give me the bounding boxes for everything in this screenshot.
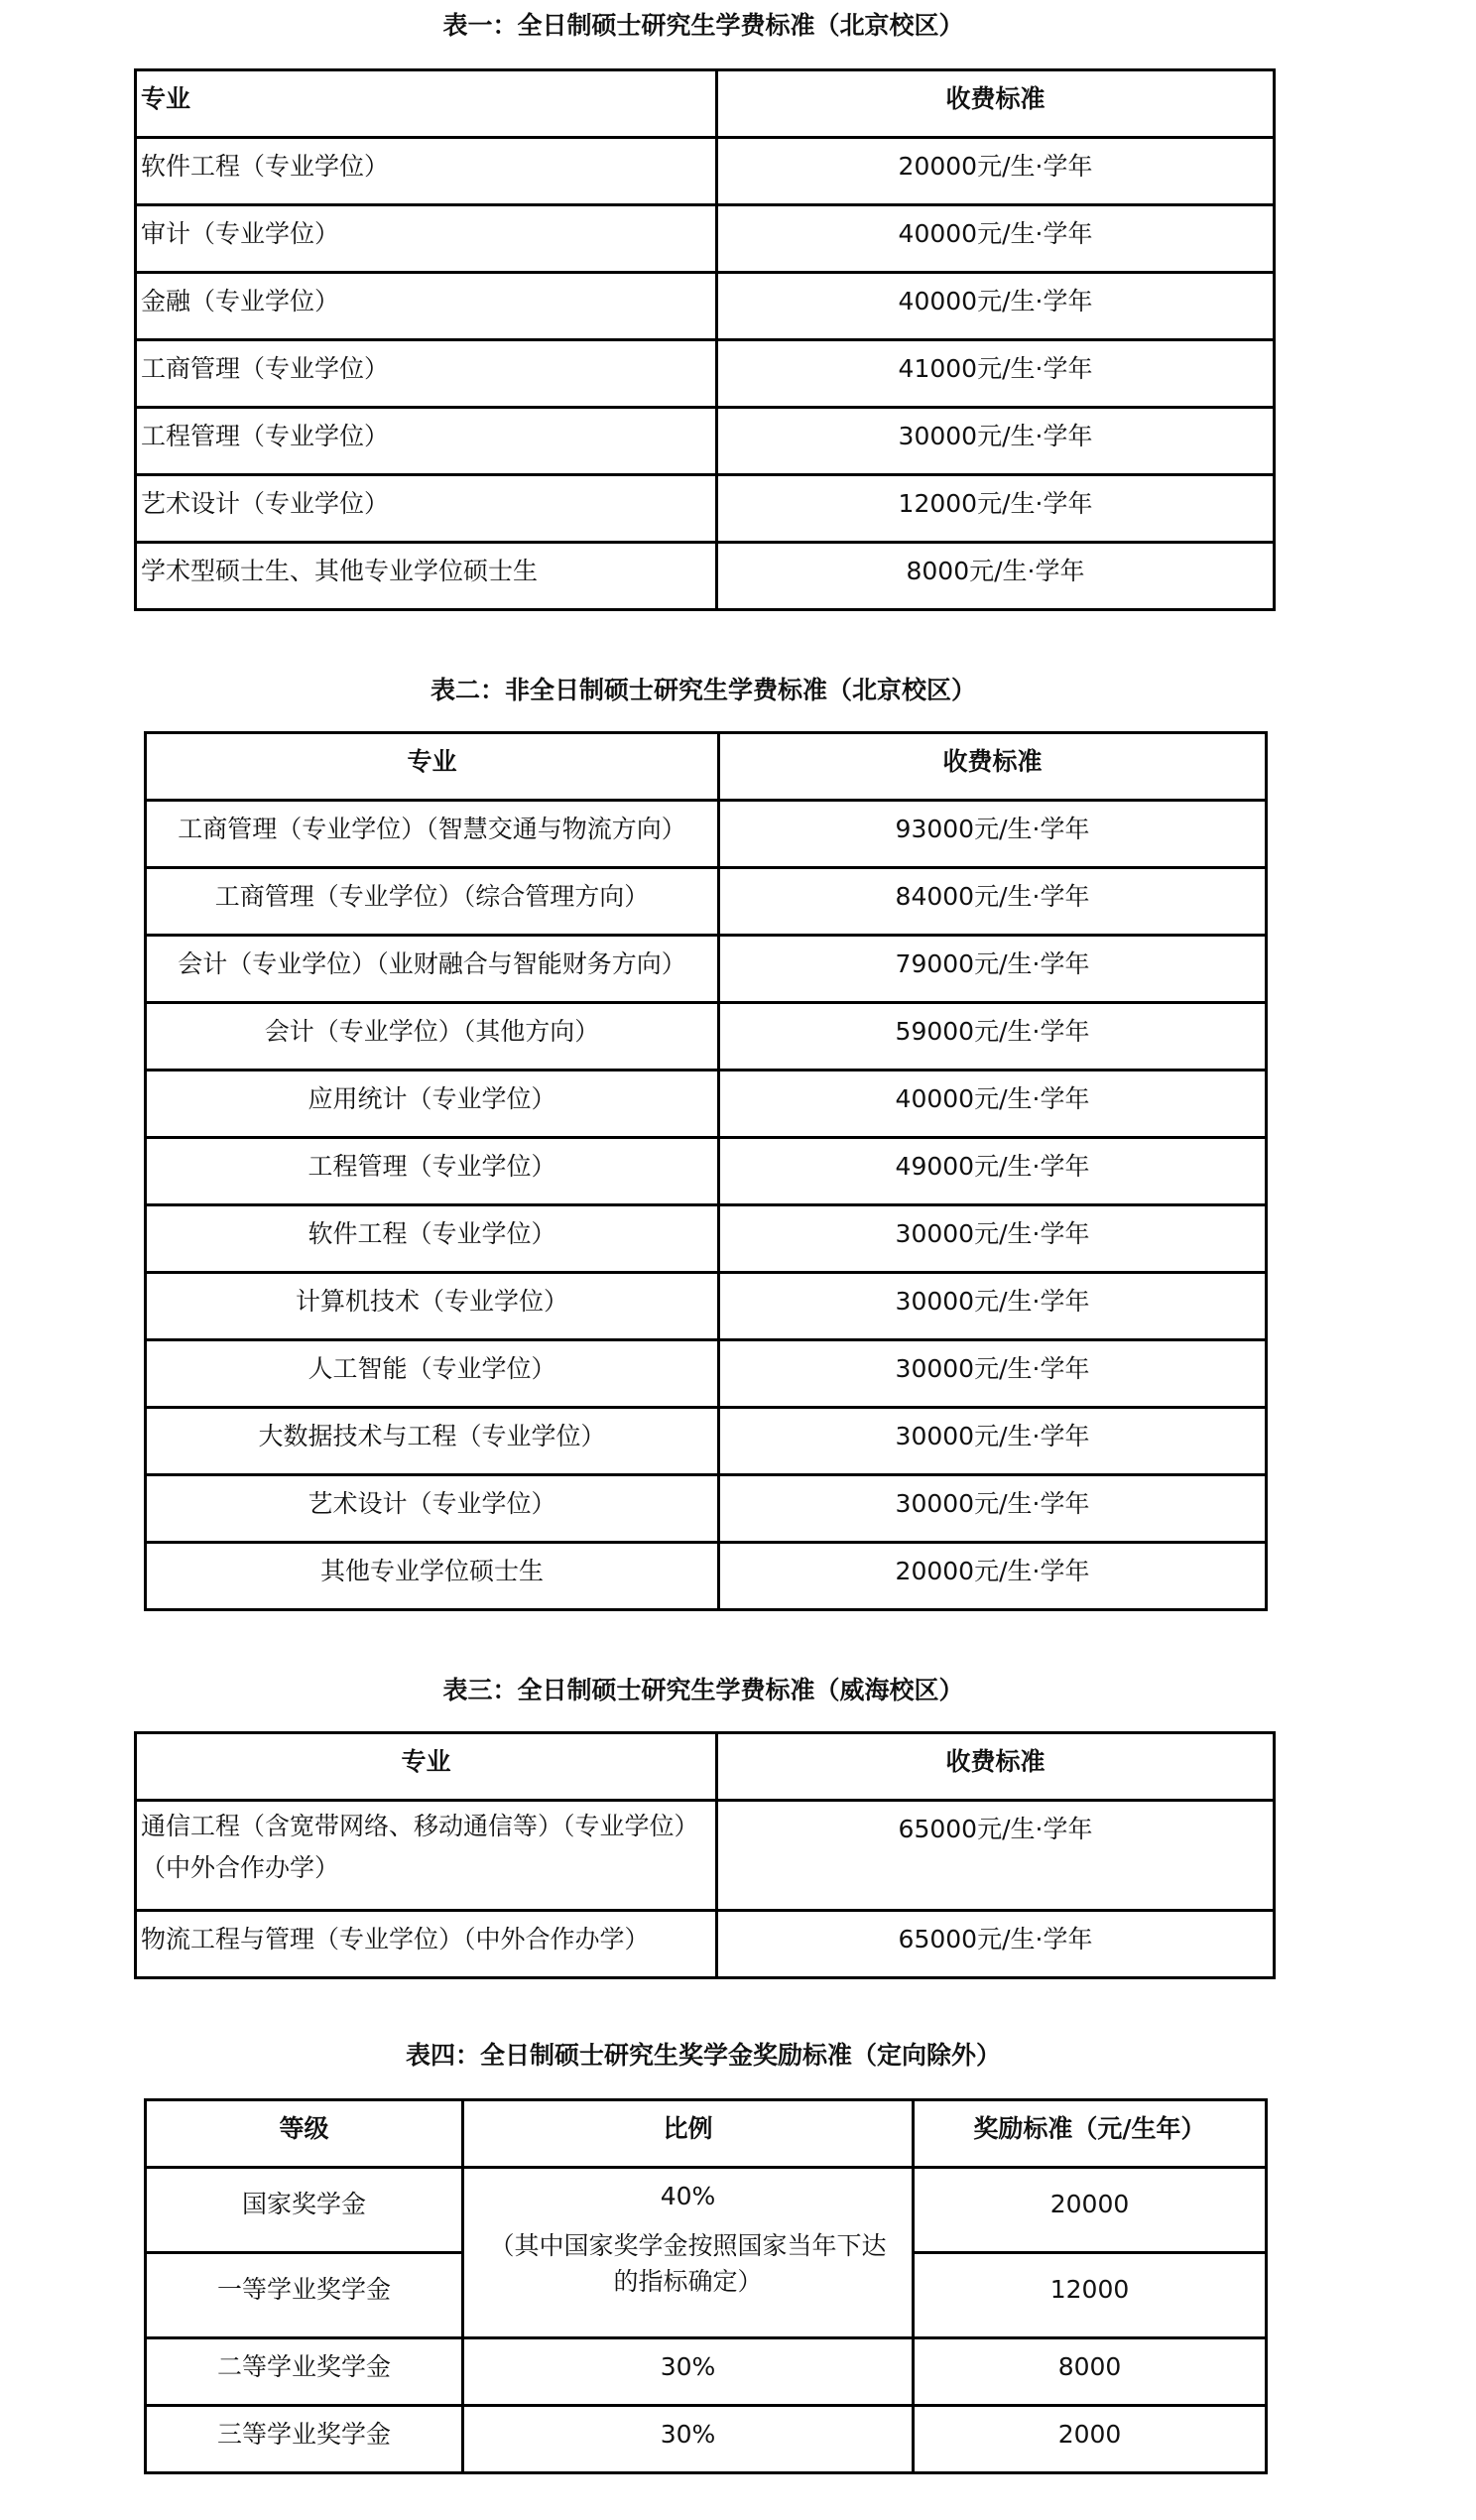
- major-cell: 审计（专业学位）: [136, 205, 717, 273]
- major-cell: 会计（专业学位）（业财融合与智能财务方向）: [146, 936, 719, 1003]
- table-row: [146, 1273, 1267, 1340]
- major-cell: 物流工程与管理（专业学位）（中外合作办学）: [136, 1911, 717, 1978]
- table1: [134, 68, 1276, 611]
- fee-cell: 30000元/生·学年: [719, 1340, 1267, 1408]
- table-row: [136, 475, 1275, 543]
- table3: [134, 1731, 1276, 1979]
- amount-cell: 8000: [914, 2338, 1267, 2406]
- table-row: [146, 801, 1267, 868]
- table-row: [136, 340, 1275, 408]
- fee-cell: 30000元/生·学年: [719, 1475, 1267, 1543]
- level-cell: 二等学业奖学金: [146, 2338, 463, 2406]
- table-row: [136, 273, 1275, 340]
- table3-header-row: [136, 1733, 1275, 1801]
- fee-cell: 49000元/生·学年: [719, 1138, 1267, 1205]
- major-cell: 工程管理（专业学位）: [136, 408, 717, 475]
- major-cell: 工商管理（专业学位）: [136, 340, 717, 408]
- table4-header-row: [146, 2100, 1267, 2168]
- table-row: [136, 408, 1275, 475]
- table1-header-row: [136, 70, 1275, 138]
- major-cell: 通信工程（含宽带网络、移动通信等）（专业学位）（中外合作办学）: [136, 1801, 717, 1911]
- amount-cell: 12000: [914, 2253, 1267, 2338]
- fee-cell: 41000元/生·学年: [717, 340, 1275, 408]
- table-row: [146, 868, 1267, 936]
- table-row: [146, 1543, 1267, 1610]
- table4-title: 表四：全日制硕士研究生奖学金奖励标准（定向除外）: [405, 2041, 1001, 2070]
- fee-cell: 84000元/生·学年: [719, 868, 1267, 936]
- fee-cell: 40000元/生·学年: [717, 273, 1275, 340]
- fee-cell: 20000元/生·学年: [717, 138, 1275, 205]
- table-row: [136, 1911, 1275, 1978]
- header-major: 专业: [146, 733, 719, 801]
- fee-cell: 30000元/生·学年: [719, 1205, 1267, 1273]
- table-row: [146, 1205, 1267, 1273]
- fee-cell: 30000元/生·学年: [719, 1408, 1267, 1475]
- table-row: [146, 2338, 1267, 2406]
- header-major: 专业: [136, 1733, 717, 1801]
- major-cell: 应用统计（专业学位）: [146, 1071, 719, 1138]
- table-row: [136, 543, 1275, 610]
- fee-cell: 59000元/生·学年: [719, 1003, 1267, 1071]
- fee-cell: 30000元/生·学年: [719, 1273, 1267, 1340]
- table-row: [146, 936, 1267, 1003]
- fee-cell: 79000元/生·学年: [719, 936, 1267, 1003]
- table-row: [146, 2406, 1267, 2473]
- table-row: [136, 1801, 1275, 1911]
- table-row: [146, 1475, 1267, 1543]
- fee-cell: 40000元/生·学年: [719, 1071, 1267, 1138]
- ratio-cell: 30%: [463, 2406, 914, 2473]
- major-cell: 艺术设计（专业学位）: [146, 1475, 719, 1543]
- level-cell: 三等学业奖学金: [146, 2406, 463, 2473]
- table-row: [136, 205, 1275, 273]
- header-ratio: 比例: [463, 2100, 914, 2168]
- fee-cell: 20000元/生·学年: [719, 1543, 1267, 1610]
- major-cell: 工程管理（专业学位）: [146, 1138, 719, 1205]
- table-row: [146, 2168, 1267, 2253]
- amount-cell: 20000: [914, 2168, 1267, 2253]
- amount-cell: 2000: [914, 2406, 1267, 2473]
- major-cell: 金融（专业学位）: [136, 273, 717, 340]
- level-cell: 一等学业奖学金: [146, 2253, 463, 2338]
- major-cell: 工商管理（专业学位）（智慧交通与物流方向）: [146, 801, 719, 868]
- major-cell: 艺术设计（专业学位）: [136, 475, 717, 543]
- header-major: 专业: [136, 70, 717, 138]
- major-cell: 人工智能（专业学位）: [146, 1340, 719, 1408]
- fee-cell: 65000元/生·学年: [717, 1801, 1275, 1911]
- fee-cell: 65000元/生·学年: [717, 1911, 1275, 1978]
- fee-cell: 93000元/生·学年: [719, 801, 1267, 868]
- header-level: 等级: [146, 2100, 463, 2168]
- table2-header-row: [146, 733, 1267, 801]
- major-cell: 会计（专业学位）（其他方向）: [146, 1003, 719, 1071]
- table-row: [146, 1071, 1267, 1138]
- major-cell: 计算机技术（专业学位）: [146, 1273, 719, 1340]
- ratio-value: 40%: [660, 2182, 716, 2210]
- table-row: [146, 1340, 1267, 1408]
- header-fee: 收费标准: [719, 733, 1267, 801]
- table4: [144, 2098, 1268, 2474]
- table-row: [136, 138, 1275, 205]
- major-cell: 学术型硕士生、其他专业学位硕士生: [136, 543, 717, 610]
- ratio-cell: 30%: [463, 2338, 914, 2406]
- merged-ratio-cell: [463, 2168, 914, 2338]
- fee-cell: 12000元/生·学年: [717, 475, 1275, 543]
- major-cell: 大数据技术与工程（专业学位）: [146, 1408, 719, 1475]
- header-fee: 收费标准: [717, 1733, 1275, 1801]
- table2: [144, 731, 1268, 1611]
- table2-title: 表二：非全日制硕士研究生学费标准（北京校区）: [430, 676, 976, 704]
- major-cell: 工商管理（专业学位）（综合管理方向）: [146, 868, 719, 936]
- level-cell: 国家奖学金: [146, 2168, 463, 2253]
- major-cell: 其他专业学位硕士生: [146, 1543, 719, 1610]
- table-row: [146, 1138, 1267, 1205]
- table-row: [146, 1003, 1267, 1071]
- table1-title: 表一：全日制硕士研究生学费标准（北京校区）: [442, 11, 964, 40]
- table-row: [146, 1408, 1267, 1475]
- fee-cell: 8000元/生·学年: [717, 543, 1275, 610]
- header-amount: 奖励标准（元/生年）: [914, 2100, 1267, 2168]
- fee-cell: 40000元/生·学年: [717, 205, 1275, 273]
- ratio-note: （其中国家奖学金按照国家当年下达的指标确定）: [489, 2231, 887, 2296]
- fee-cell: 30000元/生·学年: [717, 408, 1275, 475]
- major-cell: 软件工程（专业学位）: [136, 138, 717, 205]
- table3-title: 表三：全日制硕士研究生学费标准（威海校区）: [442, 1676, 964, 1704]
- header-fee: 收费标准: [717, 70, 1275, 138]
- major-cell: 软件工程（专业学位）: [146, 1205, 719, 1273]
